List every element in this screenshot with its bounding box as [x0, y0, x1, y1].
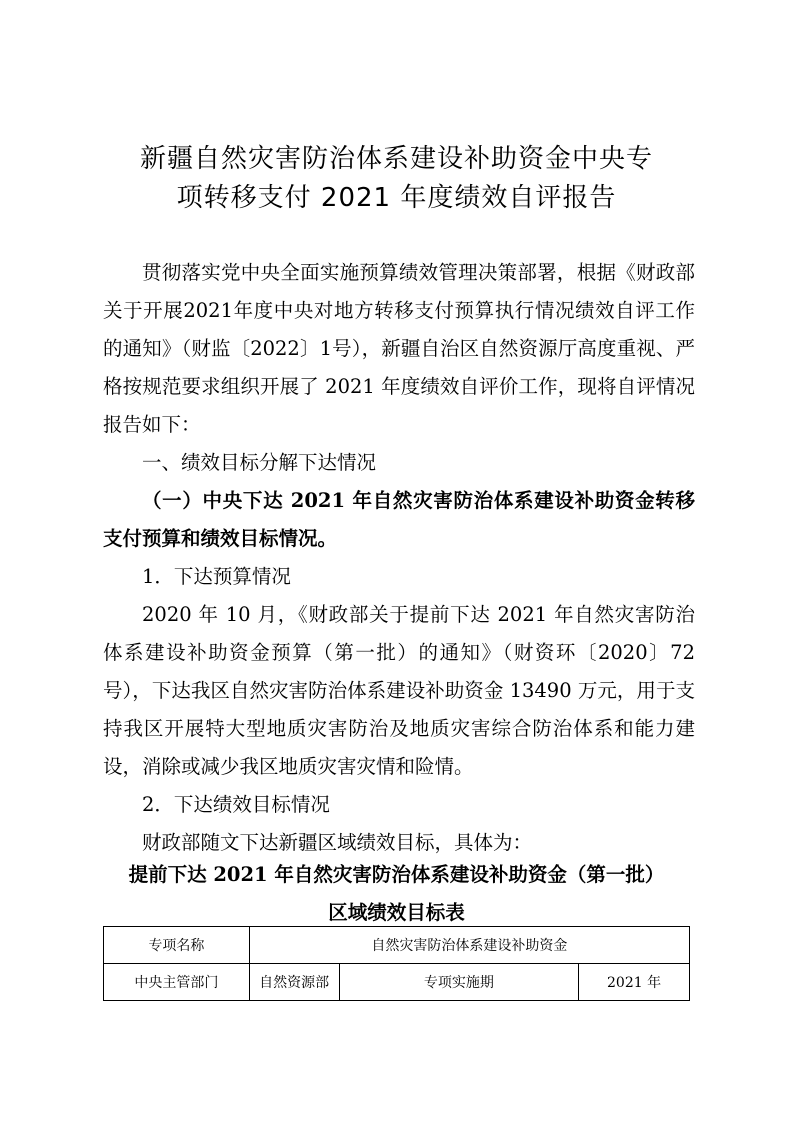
- section-heading-1: 一、绩效目标分解下达情况: [142, 451, 377, 474]
- item-heading-goal: 2．下达绩效目标情况: [142, 793, 330, 816]
- table-cell-label: 中央主管部门: [104, 964, 250, 1001]
- budget-paragraph: 2020 年 10 月，《财政部关于提前下达 2021 年自然灾害防治体系建设补助资金预算（第一批）的通知》（财资环〔2020〕72号），下达我区自然灾害防治体系建设补助资金 13490 万元，用于支持我区开展特大型地质灾害防治及地质灾害综合防治体系和能力建设，消除或减少我区地质灾害灾情和险情。: [103, 603, 695, 778]
- table-cell-dept: 自然资源部: [249, 964, 339, 1001]
- document-title: [60, 140, 733, 218]
- goal-paragraph: 财政部随文下达新疆区域绩效目标，具体为：: [142, 831, 533, 854]
- item-heading-budget: 1．下达预算情况: [142, 565, 291, 588]
- table-cell-period-label: 专项实施期: [339, 964, 579, 1001]
- table-cell-label: 专项名称: [104, 927, 250, 964]
- title-line-1: 新疆自然灾害防治体系建设补助资金中央专: [139, 144, 653, 174]
- table-title-line-2: 区域绩效目标表: [328, 901, 465, 924]
- table-row: [104, 964, 690, 1001]
- table-row: [104, 927, 690, 964]
- table-title-line-1: 提前下达 2021 年自然灾害防治体系建设补助资金（第一批）: [128, 863, 665, 886]
- table-cell-value: 自然灾害防治体系建设补助资金: [249, 927, 689, 964]
- title-line-2: 项转移支付 2021 年度绩效自评报告: [176, 183, 617, 213]
- table-cell-period-value: 2021 年: [579, 964, 690, 1001]
- document-body: [103, 254, 695, 862]
- goal-table: [103, 926, 690, 1001]
- intro-paragraph: 贯彻落实党中央全面实施预算绩效管理决策部署，根据《财政部关于开展2021年度中央对地方转移支付预算执行情况绩效自评工作的通知》（财监〔2022〕1号），新疆自治区自然资源厅高度重视、严格按规范要求组织开展了 2021 年度绩效自评价工作，现将自评情况报告如下：: [103, 261, 695, 436]
- subsection-heading-1: （一）中央下达 2021 年自然灾害防治体系建设补助资金转移支付预算和绩效目标情况。: [103, 489, 695, 550]
- table-title: [90, 856, 703, 932]
